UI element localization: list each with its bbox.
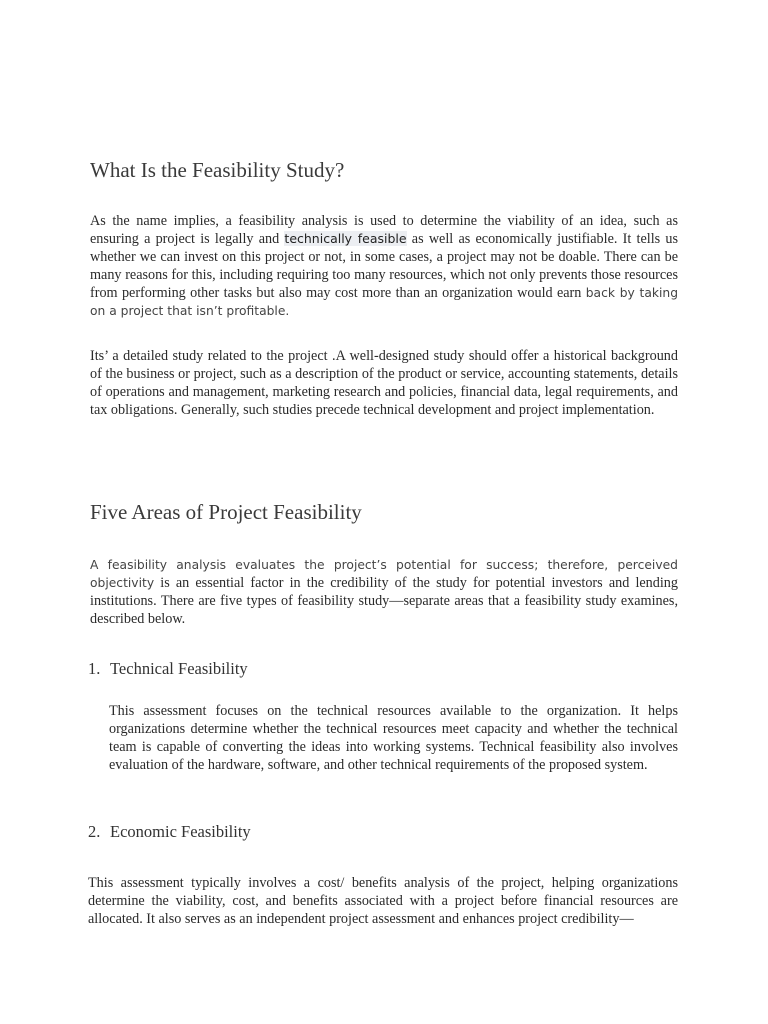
- list-item-title-economic: [88, 822, 251, 842]
- list-item-title-technical: [88, 659, 248, 679]
- paragraph-intro-part2: as well as economically justifiable. It tells us whether we can invest on this project or not, in some cases, a project may not be doable. There can be many reasons for this, including requiring too many resources, which not only prevents those resources from performing other tasks but also may cost more than an organization would earn: [90, 231, 678, 301]
- paragraph-intro-part1: As the name implies, a feasibility analysis is used to determine the viability of an idea, such as ensuring a project is legally and: [90, 213, 678, 247]
- list-number: 1.: [88, 659, 101, 678]
- paragraph-technical-feasibility: This assessment focuses on the technical resources available to the organization. It helps organizations determine whether the technical resources meet capacity and whether the technical team is capable of converting the ideas into working systems. Technical feasibility also involves evaluation of the hardware, software, and other technical requirements of the proposed system.: [109, 703, 678, 773]
- paragraph-five-areas-part2: is an essential factor in the credibility of the study for potential investors and lending institutions. There are five types of feasibility study—separate areas that a feasibility study examines, described below.: [90, 575, 678, 627]
- paragraph-five-areas-part1: A feasibility analysis evaluates the project’s potential for success; therefore, perceived objectivity: [90, 558, 678, 590]
- list-item-label: Technical Feasibility: [110, 659, 248, 678]
- paragraph-economic-feasibility: This assessment typically involves a cost/ benefits analysis of the project, helping organizations determine the viability, cost, and benefits associated with a project before financial resources are allocated. It also serves as an independent project assessment and enhances project credibility—: [88, 875, 678, 927]
- paragraph-intro: [90, 212, 678, 320]
- paragraph-detailed-study: Its’ a detailed study related to the project .A well-designed study should offer a historical background of the business or project, such as a description of the product or service, accounting statements, details of operations and management, marketing research and policies, financial data, legal requirements, and tax obligations. Generally, such studies precede technical development and project implementation.: [90, 348, 678, 418]
- paragraph-five-areas: [90, 556, 678, 628]
- highlighted-term: technically feasible: [284, 231, 407, 246]
- section-title-five-areas: Five Areas of Project Feasibility: [90, 500, 362, 524]
- paragraph-intro-part3: back by taking on a project that isn’t profitable.: [90, 286, 678, 318]
- list-item-label: Economic Feasibility: [110, 822, 251, 841]
- section-title-feasibility-study: What Is the Feasibility Study?: [90, 158, 345, 182]
- list-number: 2.: [88, 822, 101, 841]
